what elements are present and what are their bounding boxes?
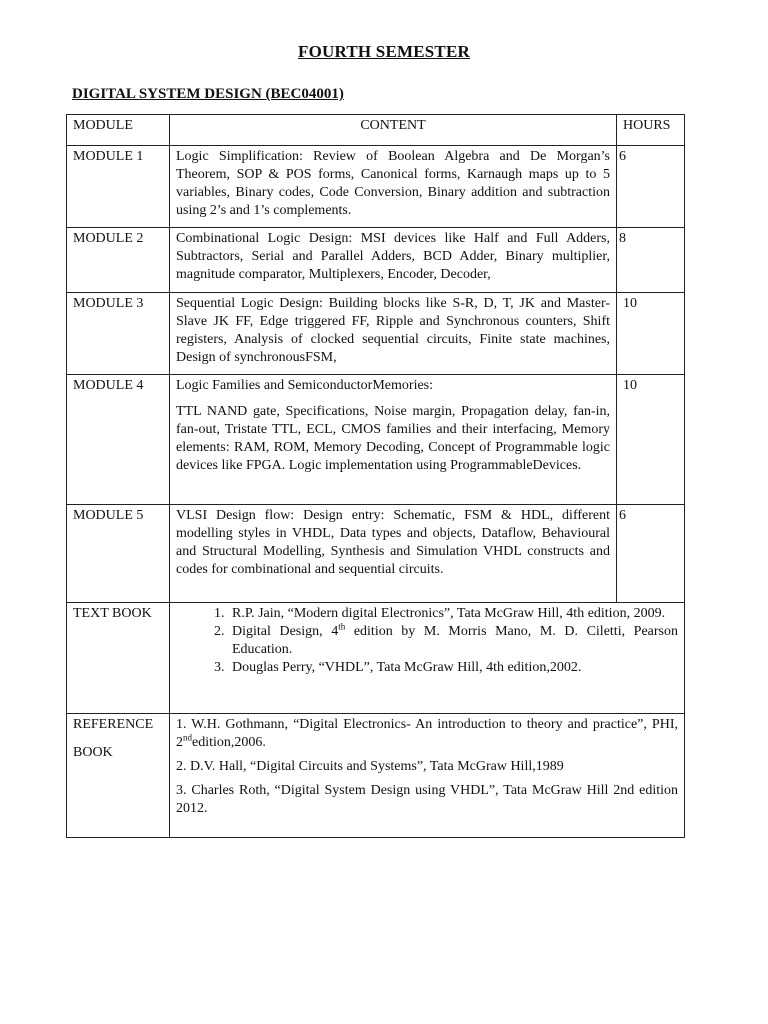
module-content bbox=[170, 375, 617, 505]
header-hours: HOURS bbox=[617, 115, 685, 146]
module-name: MODULE 3 bbox=[67, 293, 170, 375]
module-hours: 6 bbox=[617, 146, 685, 228]
module-row-5 bbox=[67, 505, 685, 603]
module-row-1 bbox=[67, 146, 685, 228]
module-name: MODULE 2 bbox=[67, 228, 170, 293]
module-hours: 10 bbox=[617, 293, 685, 375]
module-row-3 bbox=[67, 293, 685, 375]
text-book-item: 1. R.P. Jain, “Modern digital Electronics”, Tata McGraw Hill, 4th edition, 2009. bbox=[228, 605, 678, 623]
reference-book-item: 3. Charles Roth, “Digital System Design using VHDL”, Tata McGraw Hill 2nd edition 2012. bbox=[176, 783, 678, 816]
module-content-body: TTL NAND gate, Specifications, Noise margin, Propagation delay, fan-in, fan-out, Tristate TTL, ECL, CMOS families and their interfacing, Memory elements: RAM, ROM, Memory Decoding, Concept of Programmable logic devices like FPGA. Logic implementation using ProgrammableDevices. bbox=[176, 404, 610, 473]
module-hours: 8 bbox=[617, 228, 685, 293]
module-hours: 6 bbox=[617, 505, 685, 603]
reference-book-item: 2. D.V. Hall, “Digital Circuits and Systems”, Tata McGraw Hill,1989 bbox=[176, 759, 564, 774]
text-book-row bbox=[67, 603, 685, 714]
module-content: Logic Simplification: Review of Boolean Algebra and De Morgan’s Theorem, SOP & POS forms, Canonical forms, Karnaugh maps up to 5 variables, Binary codes, Code Conversion, Binary addition and subtraction using 2’s and 1’s complements. bbox=[170, 146, 617, 228]
module-content: Combinational Logic Design: MSI devices like Half and Full Adders, Subtractors, Serial and Parallel Adders, BCD Adder, Binary multiplier, magnitude comparator, Multiplexers, Encoder, Decoder, bbox=[170, 228, 617, 293]
reference-book-row bbox=[67, 714, 685, 838]
text-book-item: 3. Douglas Perry, “VHDL”, Tata McGraw Hill, 4th edition,2002. bbox=[228, 659, 678, 677]
module-hours: 10 bbox=[617, 375, 685, 505]
reference-book-item: 1. W.H. Gothmann, “Digital Electronics- An introduction to theory and practice”, PHI, 2ndedition,2006. bbox=[176, 717, 678, 750]
syllabus-table bbox=[66, 114, 685, 838]
module-row-2 bbox=[67, 228, 685, 293]
text-book-list bbox=[176, 605, 678, 677]
reference-book-list-cell bbox=[170, 714, 685, 838]
module-name: MODULE 4 bbox=[67, 375, 170, 505]
module-content: VLSI Design flow: Design entry: Schematic, FSM & HDL, different modelling styles in VHDL, Data types and objects, Dataflow, Behavioural and Structural Modelling, Synthesis and Simulation VHDL constructs and codes for combinational and sequential circuits. bbox=[170, 505, 617, 603]
module-content-heading: Logic Families and SemiconductorMemories: bbox=[176, 378, 434, 393]
table-header-row bbox=[67, 115, 685, 146]
text-book-label: TEXT BOOK bbox=[67, 603, 170, 714]
semester-heading: FOURTH SEMESTER bbox=[298, 42, 470, 61]
header-module: MODULE bbox=[67, 115, 170, 146]
module-content: Sequential Logic Design: Building blocks like S-R, D, T, JK and Master-Slave JK FF, Edge triggered FF, Ripple and Synchronous counters, Shift registers, Analysis of clocked sequential circuits, Finite state machines, Design of synchronousFSM, bbox=[170, 293, 617, 375]
subject-title: DIGITAL SYSTEM DESIGN (BEC04001) bbox=[72, 86, 344, 102]
text-book-list-cell bbox=[170, 603, 685, 714]
header-content: CONTENT bbox=[170, 115, 617, 146]
reference-book-label: REFERENCE BOOK bbox=[67, 714, 170, 838]
text-book-item: 2. Digital Design, 4th edition by M. Morris Mano, M. D. Ciletti, Pearson Education. bbox=[228, 623, 678, 659]
module-row-4 bbox=[67, 375, 685, 505]
module-name: MODULE 1 bbox=[67, 146, 170, 228]
module-name: MODULE 5 bbox=[67, 505, 170, 603]
